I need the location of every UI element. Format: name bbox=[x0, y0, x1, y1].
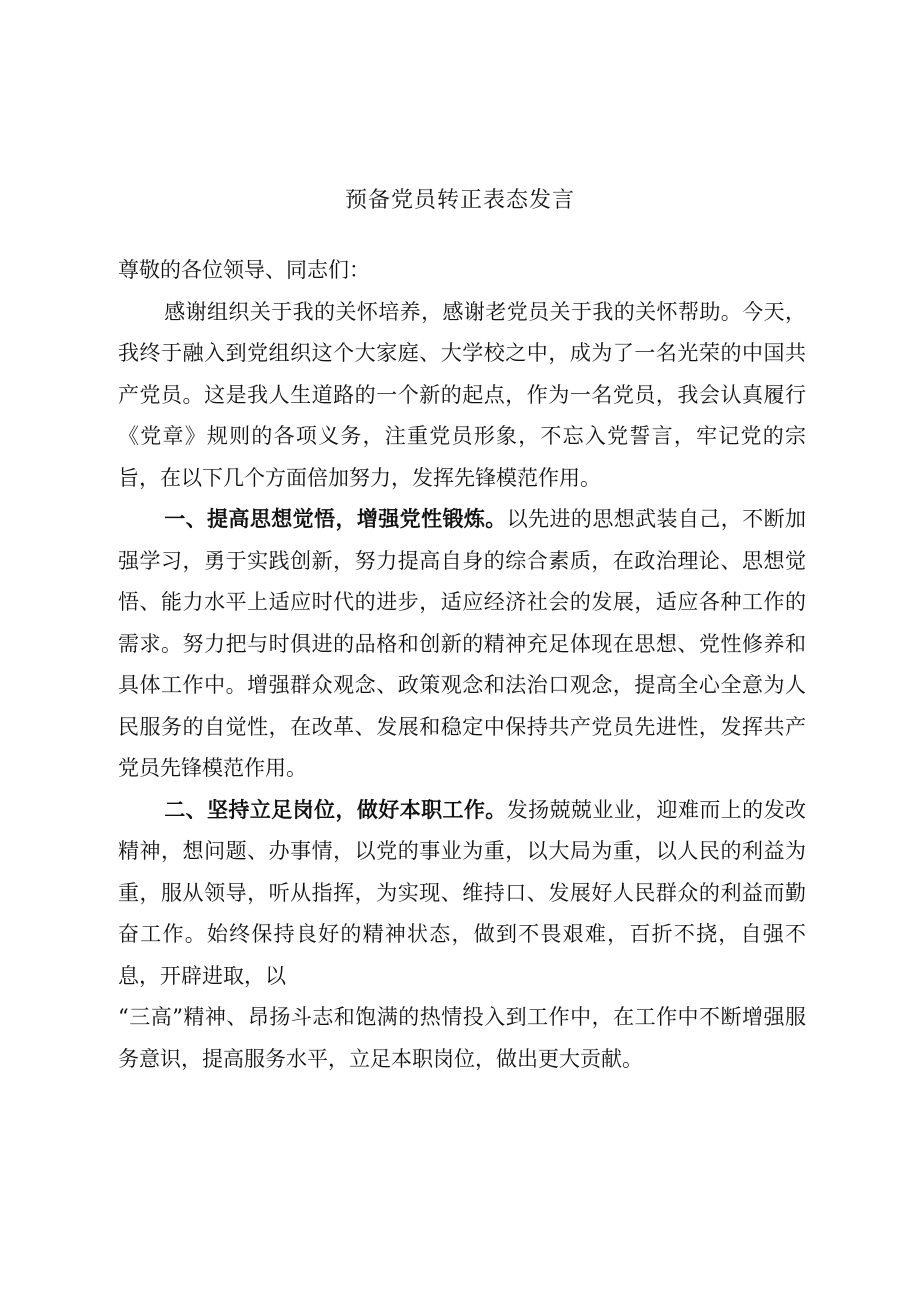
paragraph-intro bbox=[118, 292, 806, 500]
section-one-text: 以先进的思想武装自己，不断加强学习，勇于实践创新，努力提高自身的综合素质，在政治理论、思想觉悟、能力水平上适应时代的进步，适应经济社会的发展，适应各种工作的需求。努力把与时俱进的品格和创新的精神充足体现在思想、党性修养和具体工作中。增强群众观念、政策观念和法治口观念，提高全心全意为人民服务的自觉性，在改革、发展和稳定中保持共产党员先进性，发挥共产党员先锋模范作用。 bbox=[118, 507, 806, 780]
paragraph-section-two-continued bbox=[118, 997, 806, 1080]
salutation: 尊敬的各位领导、同志们： bbox=[118, 258, 370, 282]
paragraph-section-two bbox=[118, 790, 806, 998]
paragraph-section-one bbox=[118, 499, 806, 790]
document-title: 预备党员转正表态发言 bbox=[344, 188, 575, 213]
section-two-heading: 二、坚持立足岗位，做好本职工作。 bbox=[164, 797, 507, 822]
paragraph-intro-text: 感谢组织关于我的关怀培养，感谢老党员关于我的关怀帮助。今天，我终于融入到党组织这个大家庭、大学校之中，成为了一名光荣的中国共产党员。这是我人生道路的一个新的起点，作为一名党员，我会认真履行《党章》规则的各项义务，注重党员形象，不忘入党誓言，牢记党的宗旨，在以下几个方面倍加努力，发挥先锋模范作用。 bbox=[118, 299, 806, 490]
section-one-heading: 一、提高思想觉悟，增强党性锻炼。 bbox=[164, 507, 507, 531]
section-two-text: 发扬兢兢业业，迎难而上的发改精神，想问题、办事情，以党的事业为重，以大局为重，以人民的利益为重，服从领导，听从指挥，为实现、维持口、发展好人民群众的利益而勤奋工作。始终保持良好的精神状态，做到不畏艰难，百折不挠，自强不息，开辟进取，以 bbox=[118, 797, 806, 988]
document-body bbox=[118, 250, 806, 1080]
section-two-continued-text: “三高”精神、昂扬斗志和饱满的热情投入到工作中，在工作中不断增强服务意识，提高服务水平，立足本职岗位，做出更大贡献。 bbox=[118, 1005, 806, 1071]
